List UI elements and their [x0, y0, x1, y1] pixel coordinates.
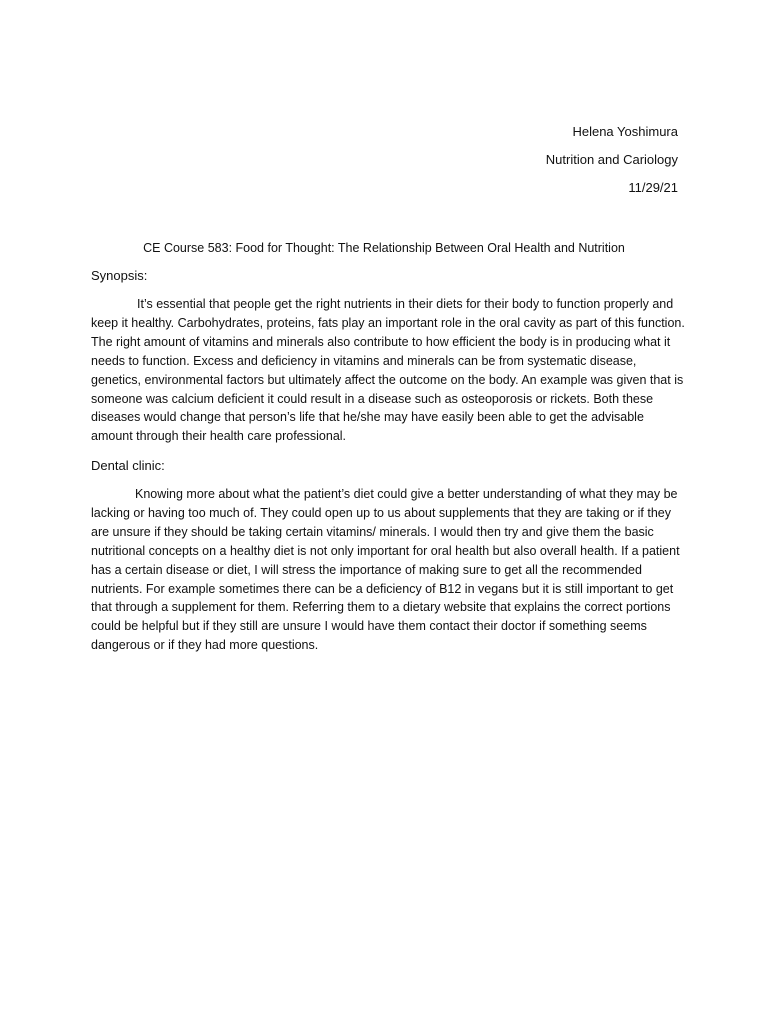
dental-clinic-paragraph: Knowing more about what the patient’s diet could give a better understanding of what they may be lacking or having too much of. They could open up to us about supplements that they are taking or if they are unsure if they should be taking certain vitamins/ minerals. I would then try and give them the basic nutritional concepts on a healthy diet is not only important for oral health but also overall health. If a patient has a certain disease or diet, I will stress the importance of making sure to get all the recommended nutrients. For example sometimes there can be a deficiency of B12 in vegans but it is still important to get that through a supplement for them. Referring them to a dietary website that explains the correct portions could be helpful but if they still are unsure I would have them contact their doctor if something seems dangerous or if they had more questions. [91, 487, 680, 653]
document-date: 11/29/21 [628, 180, 678, 195]
synopsis-heading: Synopsis: [91, 268, 148, 283]
synopsis-paragraph: It’s essential that people get the right nutrients in their diets for their body to function properly and keep it healthy. Carbohydrates, proteins, fats play an important role in the oral cavity as part of this function. The right amount of vitamins and minerals also contribute to how efficient the body is in producing what it needs to function. Excess and deficiency in vitamins and minerals can be from systematic disease, genetics, environmental factors but ultimately affect the outcome on the body. An example was given that is someone was calcium deficient it could result in a disease such as osteoporosis or rickets. Both these diseases would change that person’s life that he/she may have easily been able to get the advisable amount through their health care professional. [91, 297, 685, 444]
author-name: Helena Yoshimura [572, 124, 678, 139]
dental-clinic-heading: Dental clinic: [91, 458, 165, 473]
document-title: CE Course 583: Food for Thought: The Relationship Between Oral Health and Nutrition [143, 241, 625, 255]
course-name: Nutrition and Cariology [545, 152, 678, 167]
